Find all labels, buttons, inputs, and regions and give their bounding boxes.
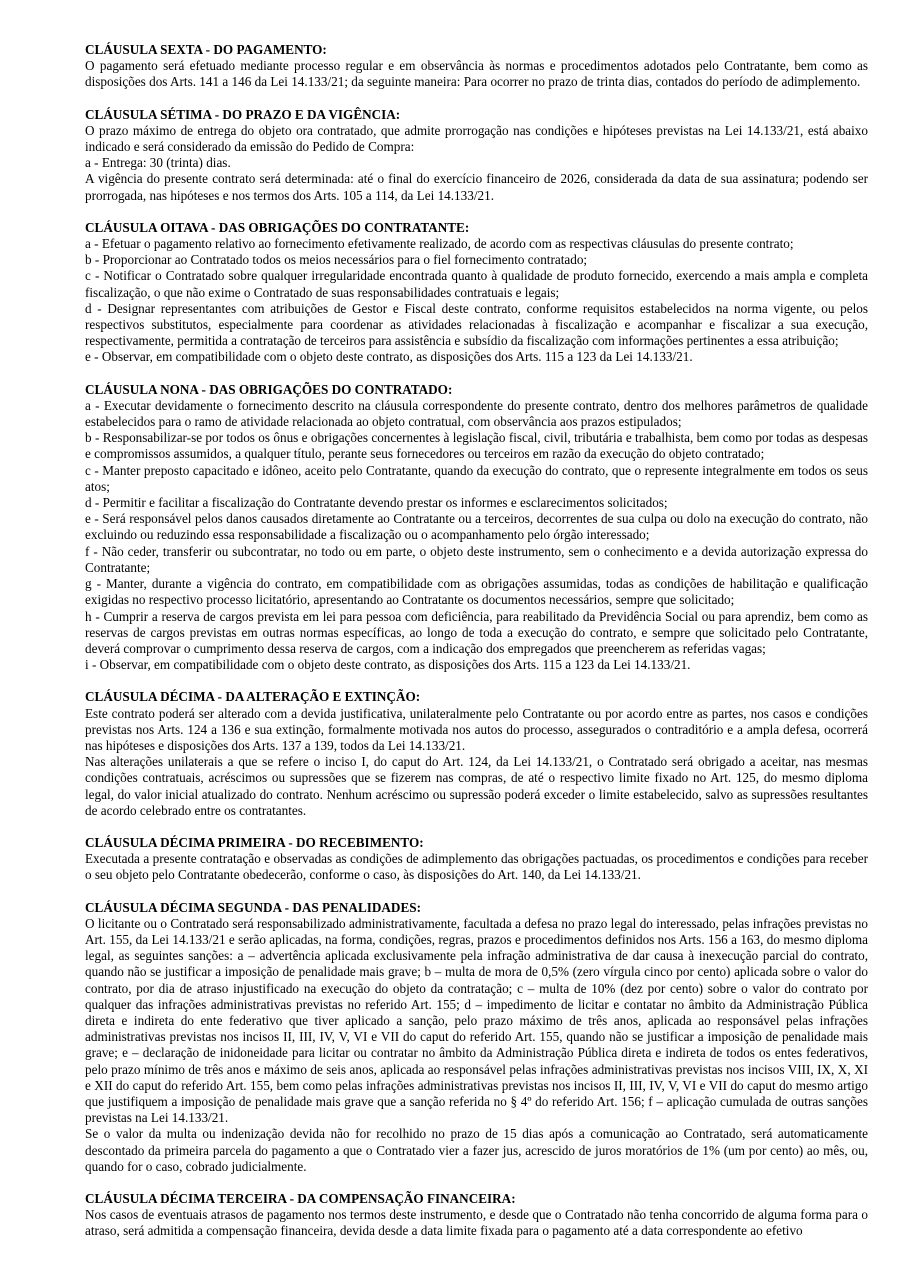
clause-section: [85, 835, 868, 884]
clause-heading: CLÁUSULA DÉCIMA - DA ALTERAÇÃO E EXTINÇÃO:: [85, 689, 421, 705]
document-body: [85, 42, 868, 1240]
clause-section: [85, 220, 868, 366]
clause-paragraph: e - Será responsável pelos danos causados diretamente ao Contratante ou a terceiros, decorrentes de sua culpa ou dolo na execução do contrato, não excluindo ou reduzindo essa responsabilidade a fiscalização ou o acompanhamento pelo órgão interessado;: [85, 511, 868, 543]
clause-paragraph: c - Notificar o Contratado sobre qualquer irregularidade encontrada quanto à qualidade de produto fornecido, exercendo a mais ampla e completa fiscalização, o que não exime o Contratado de suas responsabilidades contratuais e legais;: [85, 268, 868, 300]
clause-paragraph: b - Proporcionar ao Contratado todos os meios necessários para o fiel fornecimento contratado;: [85, 252, 588, 268]
clause-paragraph: Se o valor da multa ou indenização devida não for recolhido no prazo de 15 dias após a comunicação ao Contratado, será automaticamente descontado da primeira parcela do pagamento a que o Contratado vier a fazer jus, acrescido de juros moratórios de 1% (um por cento) ao mês, ou, quando for o caso, cobrado judicialmente.: [85, 1126, 868, 1174]
clause-heading: CLÁUSULA DÉCIMA SEGUNDA - DAS PENALIDADES:: [85, 899, 421, 915]
clause-section: [85, 107, 868, 204]
clause-paragraph: O licitante ou o Contratado será responsabilizado administrativamente, facultada a defesa no prazo legal do interessado, pelas infrações previstas no Art. 155, da Lei 14.133/21 e serão aplicadas, na forma, condições, regras, prazos e procedimentos definidos nos Arts. 156 a 163, do mesmo diploma legal, as seguintes sanções: a – advertência aplicada exclusivamente pela infração administrativa de dar causa à inexecução parcial do contrato, quando não se justificar a imposição de penalidade mais grave; b – multa de mora de 0,5% (zero vírgula cinco por cento) aplicada sobre o valor do contrato, por dia de atraso injustificado na execução do objeto da contratação; c – multa de 10% (dez por cento) sobre o valor do contrato por qualquer das infrações administrativas previstas no referido Art. 155; d – impedimento de licitar e contatar no âmbito da Administração Pública direta e indireta do ente federativo que tiver aplicado a sanção, pelo prazo máximo de três anos, aplicada ao responsável pelas infrações administrativas previstas nos incisos II, III, IV, V, VI e VII do caput do referido Art. 155, quando não se justificar a imposição de penalidade mais grave; e – declaração de inidoneidade para licitar ou contratar no âmbito da Administração Pública direta e indireta de todos os entes federativos, pelo prazo mínimo de três anos e máximo de seis anos, aplicada ao responsável pelas infrações administrativas previstas nos incisos VIII, IX, X, XI e XII do caput do referido Art. 155, bem como pelas infrações administrativas previstas nos incisos II, III, IV, V, VI e VII do caput do mesmo artigo que justifiquem a imposição de penalidade mais grave que a sanção referida no § 4º do referido Art. 156; f – aplicação cumulada de outras sanções previstas na Lei 14.133/21.: [85, 915, 868, 1126]
clause-heading: CLÁUSULA DÉCIMA PRIMEIRA - DO RECEBIMENTO:: [85, 834, 424, 850]
clause-paragraph: d - Designar representantes com atribuições de Gestor e Fiscal deste contrato, conforme requisitos estabelecidos na norma vigente, ou pelos respectivos substitutos, especialmente para coordenar as atividades relacionadas à fiscalização e acompanhar e fiscalizar a sua execução, respectivamente, permitida a contratação de terceiros para assistência e subsídio da fiscalização com informações pertinentes a essa atribuição;: [85, 300, 868, 349]
clause-paragraph: Este contrato poderá ser alterado com a devida justificativa, unilateralmente pelo Contratante ou por acordo entre as partes, nos casos e condições previstas nos Arts. 124 a 136 e sua extinção, formalmente motivada nos autos do processo, assegurados o contraditório e a ampla defesa, ocorrerá nas hipóteses e disposições dos Arts. 137 a 139, todos da Lei 14.133/21.: [85, 705, 868, 753]
clause-section: [85, 689, 868, 819]
clause-paragraph: a - Efetuar o pagamento relativo ao fornecimento efetivamente realizado, de acordo com as respectivas cláusulas do presente contrato;: [85, 236, 794, 252]
clause-paragraph: i - Observar, em compatibilidade com o objeto deste contrato, as disposições dos Arts. 115 a 123 da Lei 14.133/21.: [85, 657, 691, 673]
clause-paragraph: O prazo máximo de entrega do objeto ora contratado, que admite prorrogação nas condições e hipóteses previstas na Lei 14.133/21, está abaixo indicado e será considerado da emissão do Pedido de Compra:: [85, 122, 868, 155]
clause-heading: CLÁUSULA DÉCIMA TERCEIRA - DA COMPENSAÇÃO FINANCEIRA:: [85, 1191, 516, 1206]
clause-paragraph: Executada a presente contratação e observadas as condições de adimplemento das obrigações pactuadas, os procedimentos e condições para receber o seu objeto pelo Contratante obedecerão, conforme o caso, às disposições do Art. 140, da Lei 14.133/21.: [85, 851, 868, 883]
clause-paragraph: Nos casos de eventuais atrasos de pagamento nos termos deste instrumento, e desde que o Contratado não tenha concorrido de alguma forma para o atraso, será admitida a compensação financeira, devida desde a data limite fixada para o pagamento até a data correspondente ao efetivo: [85, 1207, 868, 1239]
clause-paragraph: Nas alterações unilaterais a que se refere o inciso I, do caput do Art. 124, da Lei 14.133/21, o Contratado será obrigado a aceitar, nas mesmas condições contratuais, acréscimos ou supressões que se fizerem nas compras, de até o respectivo limite fixado no Art. 125, do mesmo diploma legal, do valor inicial atualizado do contrato. Nenhum acréscimo ou supressão poderá exceder o limite estabelecido, salvo as supressões resultantes de acordo celebrado entre os contratantes.: [85, 754, 868, 818]
clause-heading: CLÁUSULA SEXTA - DO PAGAMENTO:: [85, 42, 327, 57]
clause-paragraph: c - Manter preposto capacitado e idôneo, aceito pelo Contratante, quando da execução do contrato, que o represente integralmente em todos os seus atos;: [85, 462, 868, 494]
clause-section: [85, 382, 868, 674]
clause-paragraph: d - Permitir e facilitar a fiscalização do Contratante devendo prestar os informes e esclarecimentos solicitados;: [85, 495, 668, 511]
clause-paragraph: g - Manter, durante a vigência do contrato, em compatibilidade com as obrigações assumidas, todas as condições de habilitação e qualificação exigidas no respectivo processo licitatório, apresentando ao Contratante os documentos necessários, sempre que solicitado;: [85, 576, 868, 608]
clause-paragraph: A vigência do presente contrato será determinada: até o final do exercício financeiro de 2026, considerada da data de sua assinatura; podendo ser prorrogada, nas hipóteses e nos termos dos Arts. 105 a 114, da Lei 14.133/21.: [85, 171, 868, 203]
clause-paragraph: f - Não ceder, transferir ou subcontratar, no todo ou em parte, o objeto deste instrumento, sem o conhecimento e a devida autorização expressa do Contratante;: [85, 543, 868, 575]
clause-paragraph: O pagamento será efetuado mediante processo regular e em observância às normas e procedimentos adotados pelo Contratante, bem como as disposições dos Arts. 141 a 146 da Lei 14.133/21; da seguinte maneira: Para ocorrer no prazo de trinta dias, contados do período de adimplemento.: [85, 58, 868, 90]
clause-heading: CLÁUSULA OITAVA - DAS OBRIGAÇÕES DO CONTRATANTE:: [85, 219, 470, 235]
clause-paragraph: e - Observar, em compatibilidade com o objeto deste contrato, as disposições dos Arts. 115 a 123 da Lei 14.133/21.: [85, 349, 693, 365]
clause-paragraph: h - Cumprir a reserva de cargos prevista em lei para pessoa com deficiência, para reabilitado da Previdência Social ou para aprendiz, bem como as reservas de cargos previstas em outras normas específicas, ao longo de toda a execução do contrato, e sempre que solicitado pelo Contratante, deverá comprovar o cumprimento dessa reserva de cargos, com a indicação dos empregados que preencherem as referidas vagas;: [85, 608, 868, 656]
clause-section: [85, 900, 868, 1175]
clause-section: [85, 42, 868, 91]
clause-paragraph: a - Entrega: 30 (trinta) dias.: [85, 155, 231, 171]
clause-heading: CLÁUSULA NONA - DAS OBRIGAÇÕES DO CONTRATADO:: [85, 381, 453, 397]
clause-section: [85, 1191, 868, 1240]
clause-paragraph: b - Responsabilizar-se por todos os ônus e obrigações concernentes à legislação fiscal, civil, tributária e trabalhista, bem como por todas as despesas e compromissos assumidos, a qualquer título, perante seus fornecedores ou terceiros em razão da execução do objeto contratado;: [85, 430, 868, 462]
clause-heading: CLÁUSULA SÉTIMA - DO PRAZO E DA VIGÊNCIA:: [85, 106, 401, 122]
clause-paragraph: a - Executar devidamente o fornecimento descrito na cláusula correspondente do presente contrato, dentro dos melhores parâmetros de qualidade estabelecidos para o ramo de atividade relacionada ao objeto contratual, com observância aos prazos estipulados;: [85, 397, 868, 430]
